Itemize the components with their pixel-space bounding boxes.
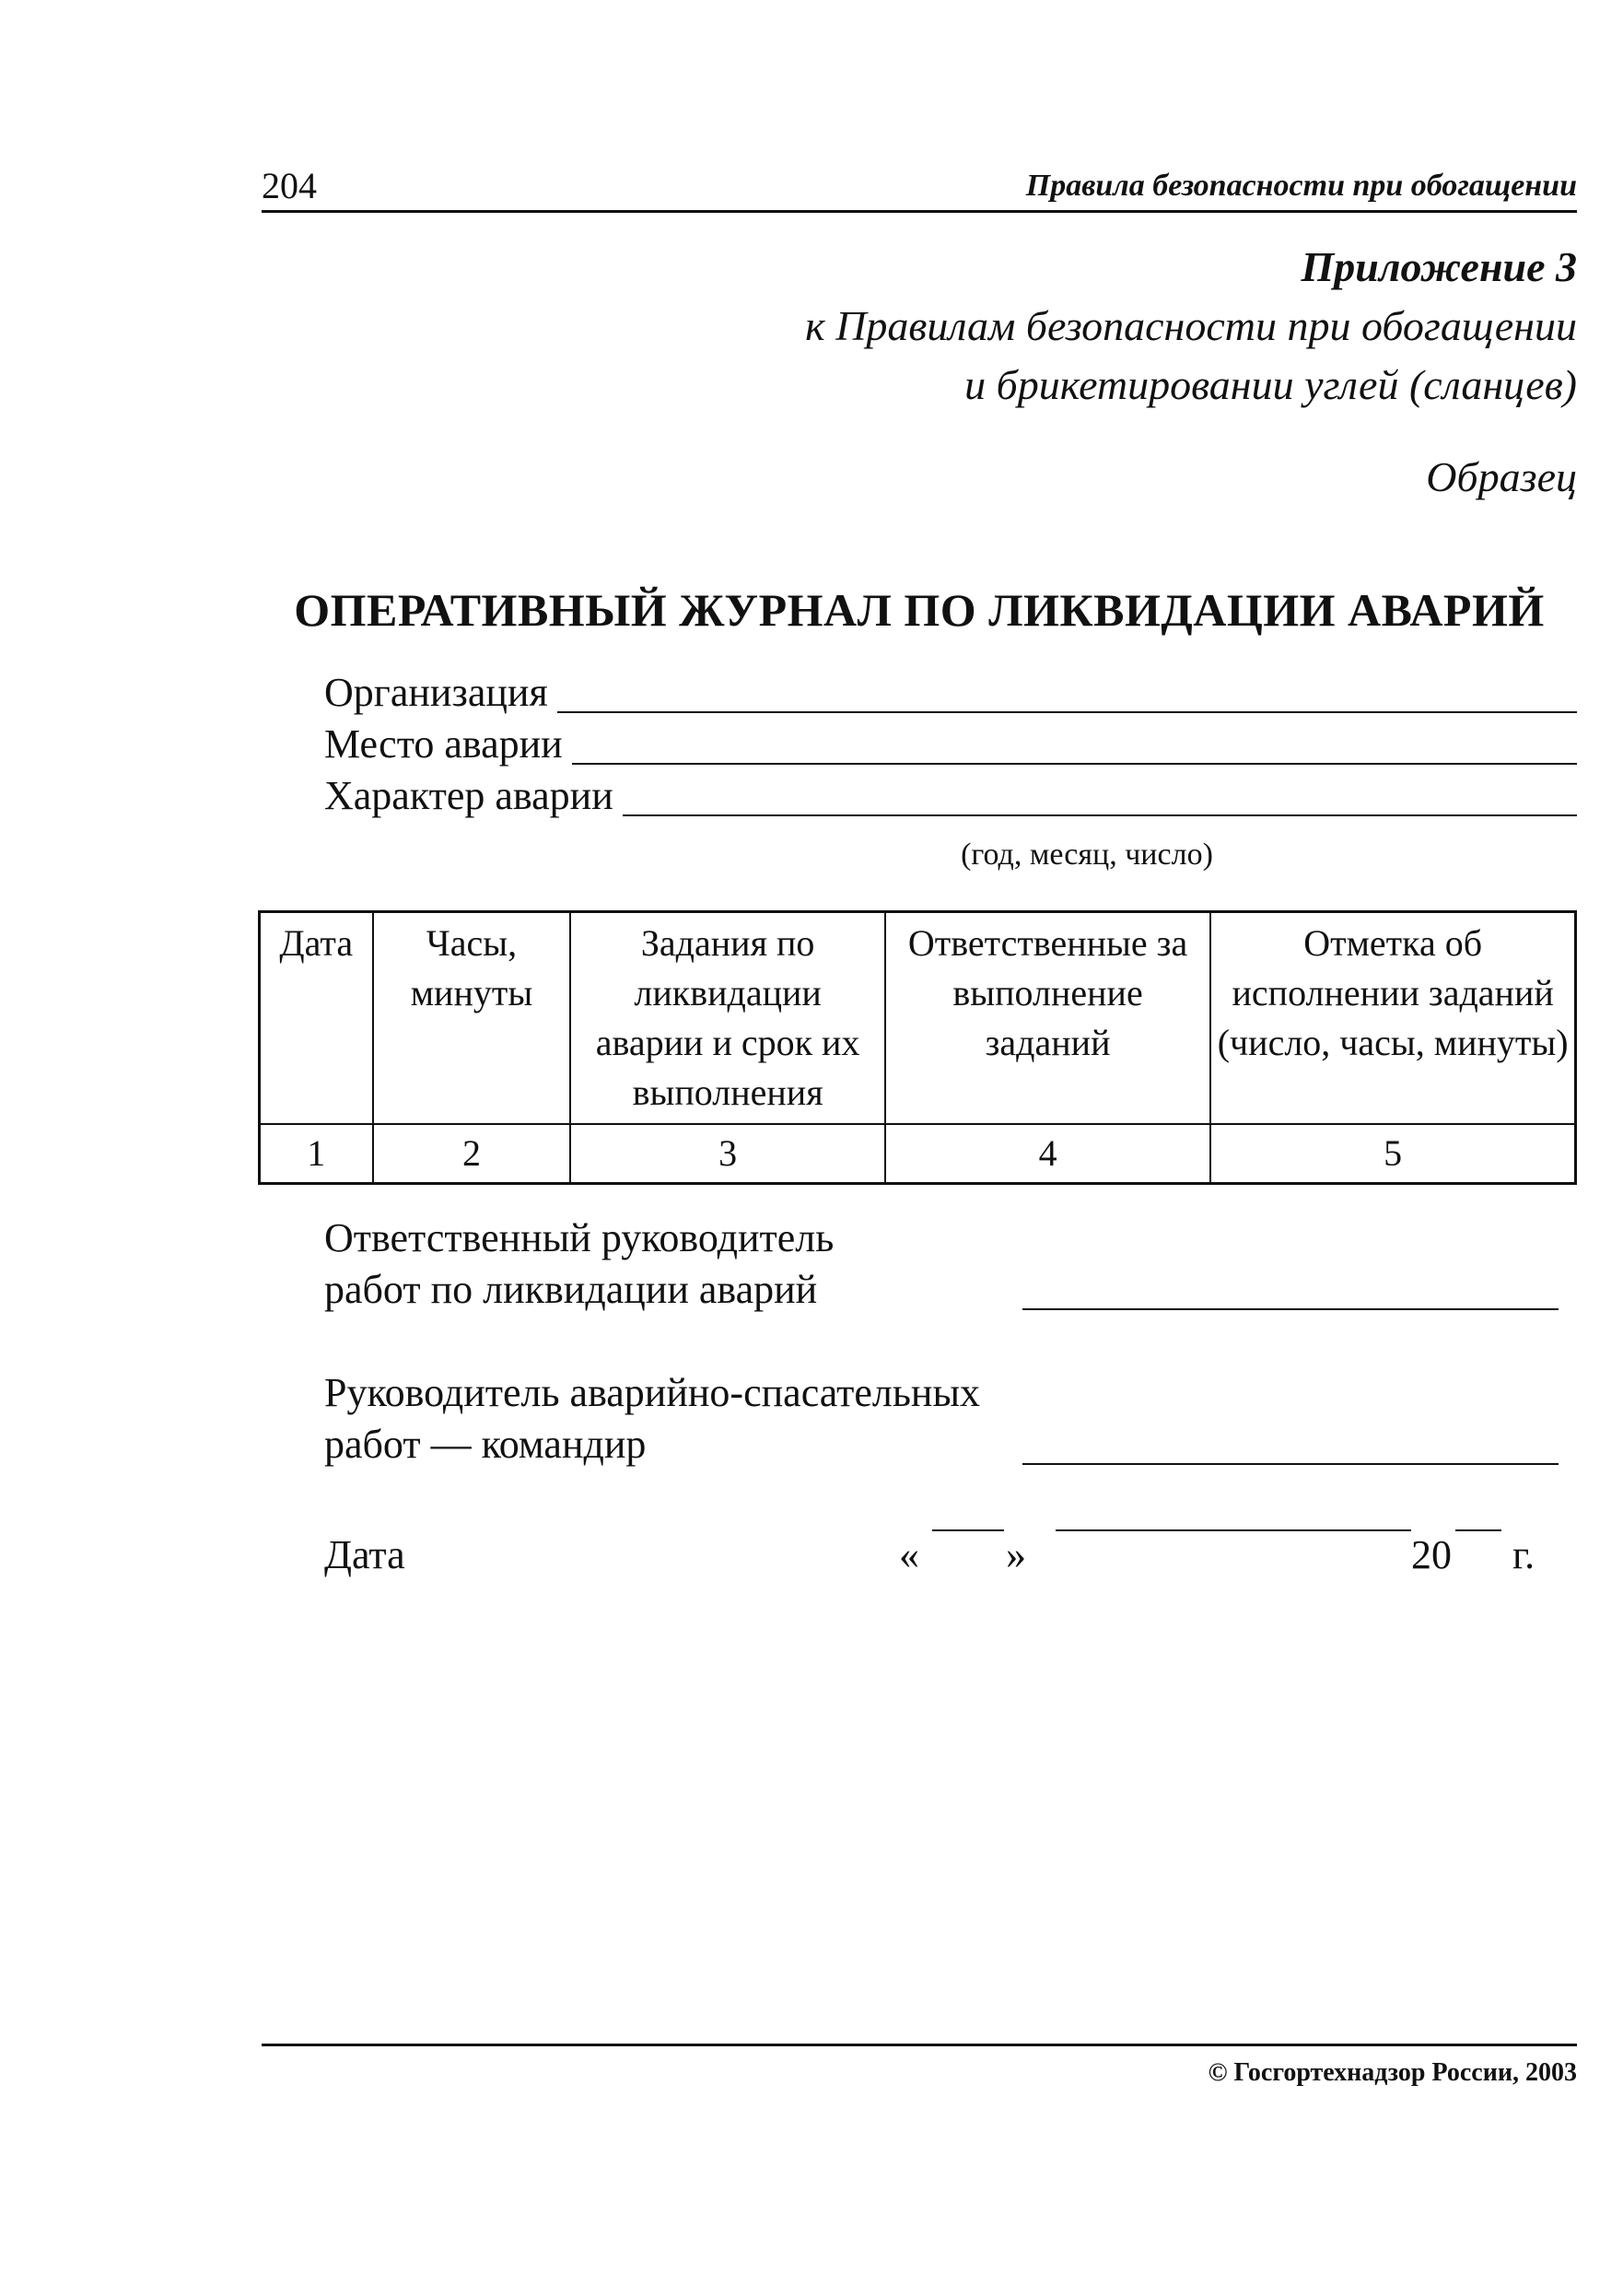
header-completion-mark: Отметка об исполнении заданий (число, часы, минуты) xyxy=(1210,912,1575,1125)
responsible-signature-line[interactable] xyxy=(1022,1308,1559,1310)
open-quote: « xyxy=(899,1532,919,1577)
rescue-line-1: Руководитель аварийно-спасательных xyxy=(324,1370,981,1415)
month-blank-line[interactable] xyxy=(1056,1529,1411,1531)
responsible-line-2: работ по ликвидации аварий xyxy=(324,1267,818,1312)
column-number-2: 2 xyxy=(373,1124,571,1184)
appendix-line-2: и брикетировании углей (сланцев) xyxy=(964,361,1577,408)
year-suffix: г. xyxy=(1512,1532,1535,1577)
close-quote: » xyxy=(1006,1532,1026,1577)
year-prefix: 20 xyxy=(1411,1532,1452,1577)
day-blank-line[interactable] xyxy=(932,1529,1004,1531)
column-number-1: 1 xyxy=(260,1124,373,1184)
header-time: Часы, минуты xyxy=(373,912,571,1125)
journal-table xyxy=(258,910,1577,1185)
responsible-signature-label xyxy=(324,1212,1153,1316)
organization-field xyxy=(324,665,1577,719)
column-number-3: 3 xyxy=(570,1124,884,1184)
accident-place-blank-line[interactable] xyxy=(572,720,1577,765)
footer-credit: © Госгортехнадзор России, 2003 xyxy=(1208,2058,1577,2087)
column-number-4: 4 xyxy=(885,1124,1210,1184)
accident-nature-field xyxy=(324,768,1577,822)
date-label: Дата xyxy=(324,1532,405,1577)
rescue-signature-line[interactable] xyxy=(1022,1463,1559,1465)
accident-nature-blank-line[interactable] xyxy=(623,772,1577,816)
rescue-signature-label xyxy=(324,1367,1153,1470)
date-fill-row xyxy=(893,1529,1577,1583)
rescue-line-2: работ — командир xyxy=(324,1422,647,1467)
date-hint: (год, месяц, число) xyxy=(961,838,1213,872)
page-number: 204 xyxy=(262,165,317,206)
sample-label: Образец xyxy=(1426,453,1577,500)
header-tasks: Задания по ликвидации аварии и срок их выполнения xyxy=(570,912,884,1125)
table-header-row xyxy=(260,912,1576,1125)
header-date: Дата xyxy=(260,912,373,1125)
accident-nature-label: Характер аварии xyxy=(324,773,613,818)
appendix-line-1: к Правилам безопасности при обогащении xyxy=(805,302,1577,349)
accident-place-field xyxy=(324,717,1577,770)
appendix-block xyxy=(645,238,1577,415)
year-blank-line[interactable] xyxy=(1455,1529,1501,1531)
document-title: ОПЕРАТИВНЫЙ ЖУРНАЛ ПО ЛИКВИДАЦИИ АВАРИЙ xyxy=(294,584,1545,636)
accident-place-label: Место аварии xyxy=(324,721,563,767)
organization-label: Организация xyxy=(324,670,548,715)
footer-rule xyxy=(262,2044,1577,2046)
responsible-line-1: Ответственный руководитель xyxy=(324,1215,835,1260)
column-number-5: 5 xyxy=(1210,1124,1575,1184)
appendix-title: Приложение 3 xyxy=(1301,243,1577,290)
running-title: Правила безопасности при обогащении xyxy=(1025,169,1577,203)
header-responsible: Ответственные за выполнение заданий xyxy=(885,912,1210,1125)
organization-blank-line[interactable] xyxy=(557,669,1577,713)
table-row xyxy=(260,1124,1576,1184)
header-rule xyxy=(262,210,1577,213)
